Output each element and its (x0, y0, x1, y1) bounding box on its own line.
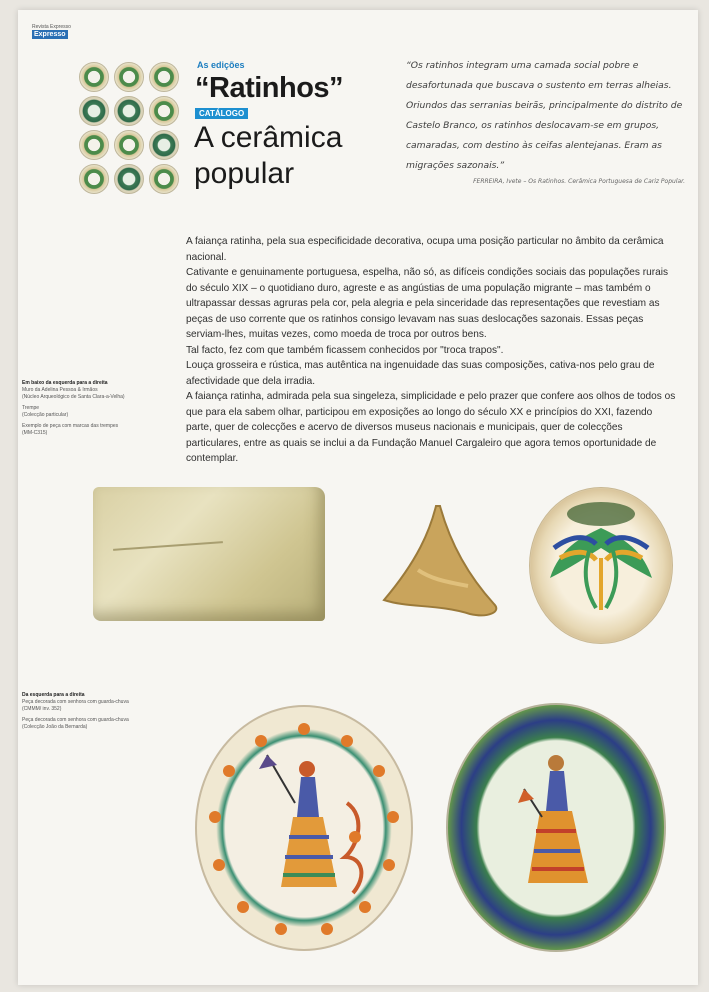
plate-thumbnail (114, 130, 144, 160)
magazine-brand (32, 24, 72, 39)
clay-tile-photo (93, 487, 325, 621)
caption-line: (Núcleo Arqueológico de Santa Clara-a-Velha) (22, 394, 125, 400)
page-title: “Ratinhos” (195, 72, 344, 104)
caption-line: Peça decorada com senhora com guarda-chuva (22, 699, 129, 705)
tile-crack (113, 541, 223, 551)
caption-line: Peça decorada com senhora com guarda-chuva (22, 717, 129, 723)
bowl-decoration (530, 488, 672, 643)
plate-thumbnail (149, 130, 179, 160)
photo-caption-top (22, 380, 152, 441)
plate-decoration (448, 705, 664, 950)
quote-source: FERREIRA, Ivete – Os Ratinhos. Cerâmica Portuguesa de Cariz Popular. (473, 178, 685, 185)
plate-with-lady-umbrella-photo (446, 703, 666, 952)
page-subtitle (194, 120, 394, 192)
plate-thumbnail (79, 96, 109, 126)
plate-thumbnail (114, 96, 144, 126)
series-label: As edições (197, 60, 245, 70)
caption-line: (MM-C315) (22, 430, 48, 436)
plate-thumbnail (114, 62, 144, 92)
caption-line: (Colecção particular) (22, 412, 69, 418)
masthead-text: Revista Expresso (32, 24, 71, 30)
plate-thumbnail (79, 130, 109, 160)
catalogue-thumbnails (79, 62, 179, 190)
body-paragraph: Louça grosseira e rústica, mas autêntica na ingenuidade das suas composições, cativa-nos pelo grau de afectividade que dela irradia. (186, 360, 655, 387)
caption-line: Exemplo de peça com marcas das trempes (22, 423, 119, 429)
caption-line: (Colecção João da Bernarda) (22, 724, 88, 730)
expresso-logo: Expresso (34, 31, 66, 38)
kiln-trivet-photo (378, 500, 502, 624)
plate-decoration (197, 707, 411, 949)
plate-thumbnail (79, 164, 109, 194)
decorated-bowl-photo (529, 487, 673, 644)
subtitle-line-2: popular (194, 157, 295, 190)
photo-caption-bottom (22, 692, 152, 735)
plate-thumbnail (79, 62, 109, 92)
plate-thumbnail (149, 62, 179, 92)
plate-with-lady-umbrella-photo (195, 705, 413, 951)
pull-quote: “Os ratinhos integram uma camada social pobre e desafortunada que buscava o sustento em terras alheias. Oriundos das serranias beirãs, principalmente do distrito de Castelo Branco, os ratinhos deslocavam-se em grupos, camaradas, com destino às ceifas alentejanas. Eram as migrações sazonais.” (406, 60, 683, 171)
plate-thumbnail (149, 164, 179, 194)
body-paragraph: A faiança ratinha, pela sua especificidade decorativa, ocupa uma posição particular no âmbito da cerâmica nacional. (186, 236, 664, 263)
catalogue-badge: CATÁLOGO (195, 108, 248, 119)
subtitle-line-1: A cerâmica (194, 121, 343, 154)
caption-line: (CMMM/ inv. 352) (22, 706, 62, 712)
caption-heading: Da esquerda para a direita (22, 692, 85, 698)
caption-line: Muro da Adelina Pessoa & Irmãos (22, 387, 98, 393)
caption-line: Trempe (22, 405, 40, 411)
body-paragraph: Tal facto, fez com que também ficassem conhecidos por "troca trapos". (186, 344, 504, 356)
body-paragraph: Cativante e genuinamente portuguesa, espelha, não só, as difíceis condições sociais das populações rurais do século XIX – o quotidiano duro, agreste e as angústias de uma população migrante – mas também o ultrapassar dessas agruras pela cor, pela alegria e pela sinceridade das representações que revestiam as peças de uso corrente que os ratinhos consigo levavam nas suas deslocações sazonais. Essas peças serviam-lhes, muitas vezes, como moeda de troca por outros bens. (186, 267, 668, 340)
plate-thumbnail (149, 96, 179, 126)
caption-heading: Em baixo da esquerda para a direita (22, 380, 108, 386)
plate-thumbnail (114, 164, 144, 194)
article-body (186, 234, 678, 467)
body-paragraph: A faiança ratinha, admirada pela sua singeleza, simplicidade e pelo prazer que confere aos olhos de todos os que para ela sabem olhar, participou em exposições ao longo do século XX e princípios do XXI, fazendo parte, quer de colecções e acervo de diversos museus nacionais e municipais, quer de colecções particulares, entre as quais se inclui a da Fundação Manuel Cargaleiro que agora temos oportunidade de contemplar. (186, 391, 676, 464)
